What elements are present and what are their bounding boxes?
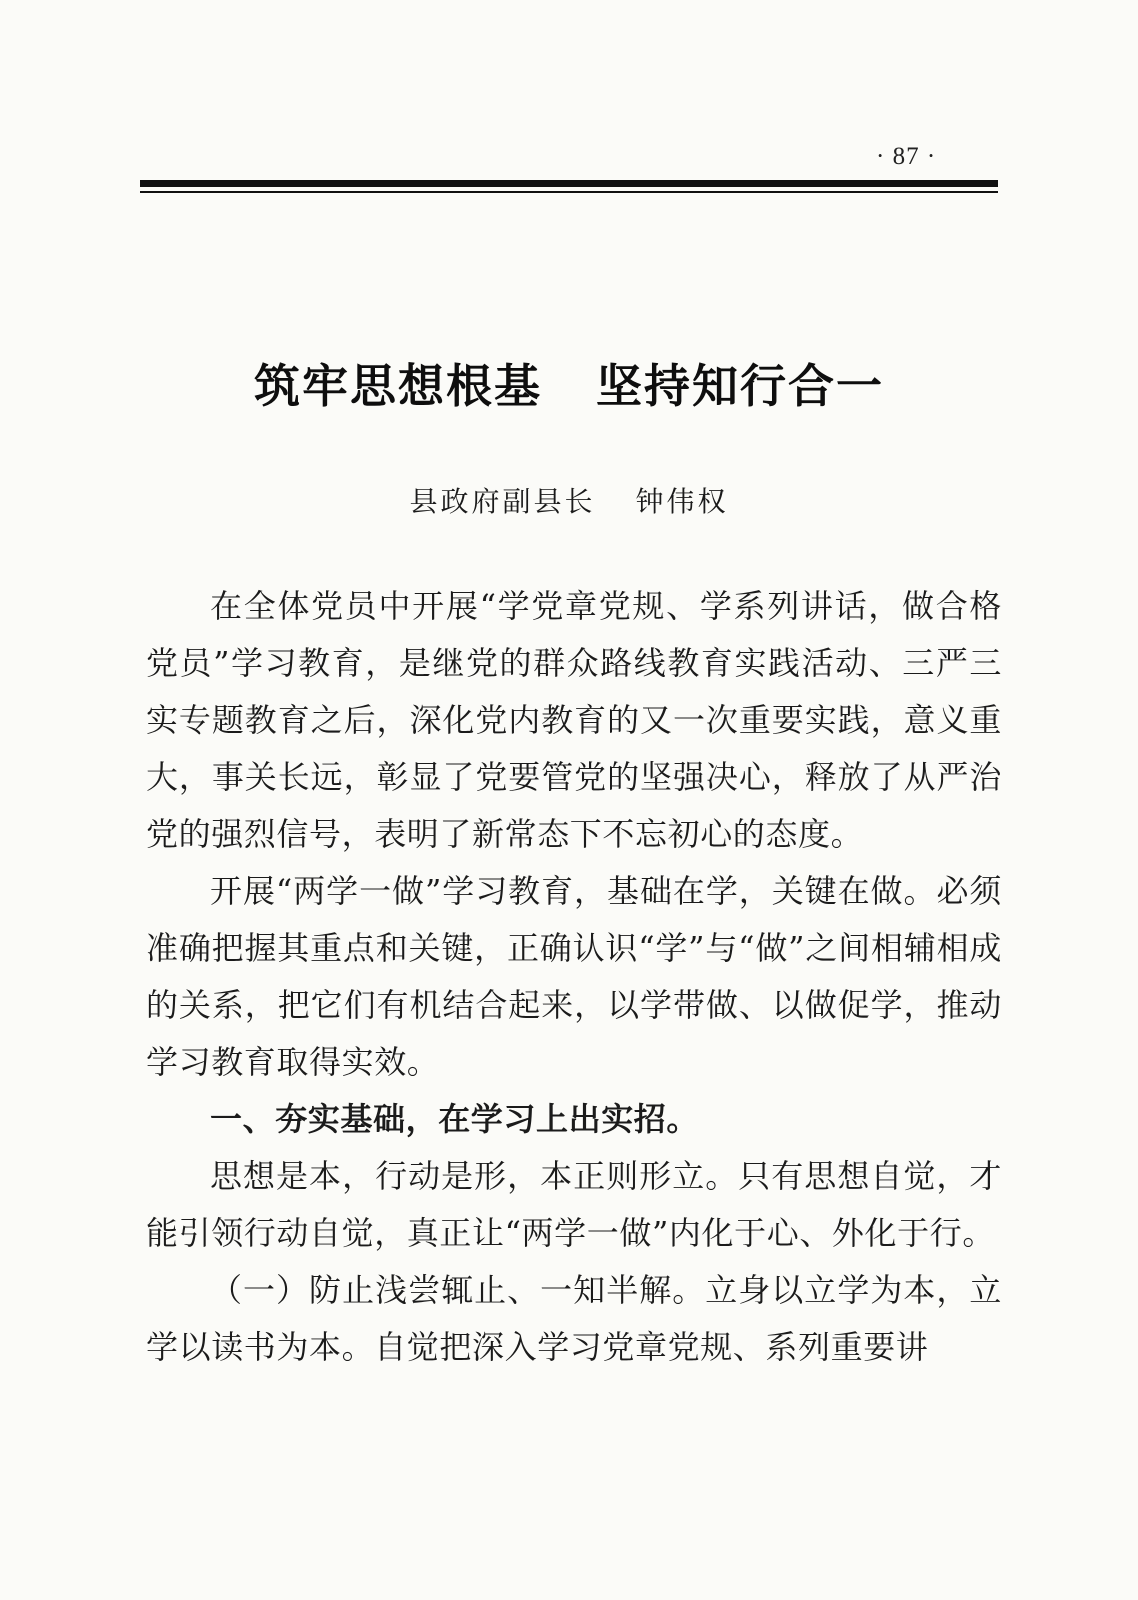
subsection-1-lead: （一）防止浅尝辄止、一知半解。 bbox=[210, 1271, 706, 1309]
author-name: 钟伟权 bbox=[635, 485, 729, 518]
paragraph-intro: 在全体党员中开展“学党章党规、学系列讲话，做合格党员”学习教育，是继党的群众路线教育实践活动、三严三实专题教育之后，深化党内教育的又一次重要实践，意义重大，事关长远，彰显了党要管党的坚强决心，释放了从严治党的强烈信号，表明了新常态下不忘初心的态度。 bbox=[146, 587, 1002, 853]
paragraph-subsection-1 bbox=[146, 1262, 1002, 1376]
author-byline bbox=[0, 480, 1138, 520]
author-position: 县政府副县长 bbox=[409, 485, 596, 518]
article-title bbox=[0, 350, 1138, 416]
page-number: · 87 · bbox=[876, 143, 937, 170]
section-heading-1: 一、夯实基础，在学习上出实招。 bbox=[210, 1100, 700, 1138]
paragraph-section-1: 思想是本，行动是形，本正则形立。只有思想自觉，才能引领行动自觉，真正让“两学一做”内化于心、外化于行。 bbox=[146, 1157, 1002, 1252]
title-part-2: 坚持知行合一 bbox=[596, 359, 884, 413]
header-rule-thin bbox=[140, 191, 998, 193]
article-body bbox=[146, 578, 1002, 1376]
title-part-1: 筑牢思想根基 bbox=[254, 359, 542, 413]
paragraph-two-learn-one-do: 开展“两学一做”学习教育，基础在学，关键在做。必须准确把握其重点和关键，正确认识“学”与“做”之间相辅相成的关系，把它们有机结合起来，以学带做、以做促学，推动学习教育取得实效。 bbox=[146, 872, 1002, 1081]
header-rule-thick bbox=[140, 180, 998, 187]
subsection-1-text: 立身以立学为本，立学以读书为本。自觉把深入学习党章党规、系列重要讲 bbox=[146, 1271, 1002, 1366]
